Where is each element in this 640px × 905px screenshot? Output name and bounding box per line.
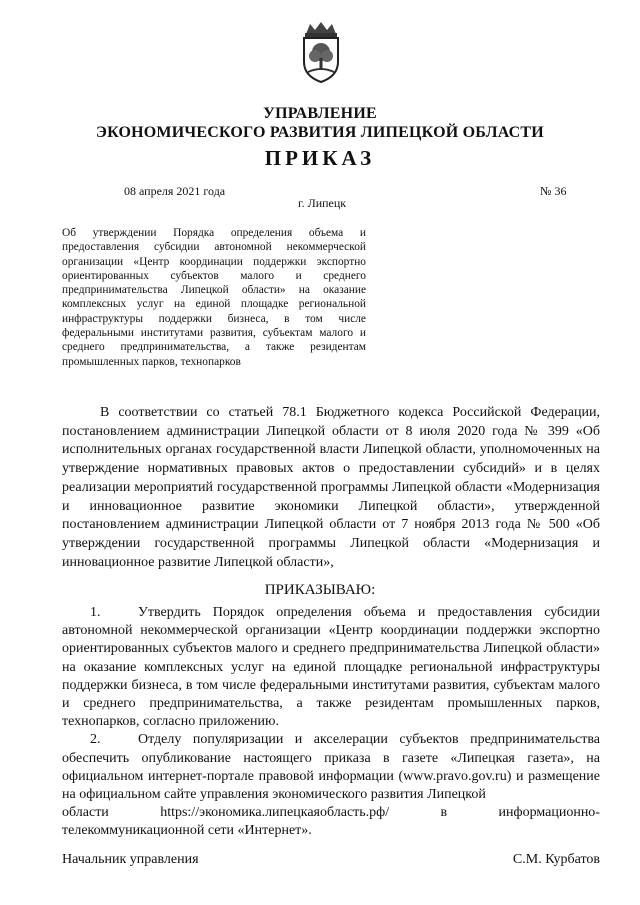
document-date: 08 апреля 2021 года bbox=[124, 184, 226, 198]
url-line-word: информационно- bbox=[498, 805, 600, 821]
signatory-position: Начальник управления bbox=[62, 852, 199, 867]
website-link[interactable]: https://экономика.липецкаяобласть.рф/ bbox=[160, 805, 390, 821]
order-items bbox=[62, 604, 600, 841]
document-city: г. Липецк bbox=[298, 196, 347, 210]
coat-of-arms-icon bbox=[296, 20, 346, 84]
item-text: Отделу популяризации и акселерации субъектов предпринимательства обеспечить опубликование настоящего приказа в газете «Липецкая газета», на официальном интернет-портале правовой информации (www.pravo.gov.ru) и размещение на официальном сайте управления экономического развития Липецкой bbox=[62, 732, 600, 803]
order-item bbox=[62, 731, 600, 804]
document-subject: Об утверждении Порядка определения объема и предоставления субсидии автономной некоммерческой организации «Центр координации поддержки экспортно ориентированных субъектов малого и среднего предпринимательства Липецкой области» на оказание комплексных услуг на единой площадке региональной инфраструктуры поддержки бизнеса, в том числе федеральными институтами развития, субъектам малого и среднего предпринимательства, а также резидентам промышленных парков, технопарков bbox=[62, 227, 366, 368]
signatory-name: С.М. Курбатов bbox=[512, 852, 600, 867]
item-text: Утвердить Порядок определения объема и предоставления субсидии автономной некоммерческой организации «Центр координации поддержки экспортно ориентированных субъектов малого и среднего предпринимательства Липецкой области» на оказание комплексных услуг на единой площадке региональной инфраструктуры поддержки бизнеса, в том числе федеральными институтами развития, субъектам малого и среднего предпринимательства, а также резидентам промышленных парков, технопарков, согласно приложению. bbox=[62, 605, 600, 730]
item-number: 2. bbox=[90, 732, 101, 748]
item-number: 1. bbox=[90, 605, 101, 620]
document-type: ПРИКАЗ bbox=[264, 146, 376, 170]
organization-name-line1: УПРАВЛЕНИЕ bbox=[263, 105, 377, 122]
order-word: ПРИКАЗЫВАЮ: bbox=[264, 582, 376, 598]
preamble-text: В соответствии со статьей 78.1 Бюджетного кодекса Российской Федерации, постановлением администрации Липецкой области от 8 июля 2020 года № 399 «Об исполнительных органах государственной власти Липецкой области, уполномоченных на утверждение нормативных правовых актов о предоставлении субсидий» и в целях реализации мероприятий государственной программы Липецкой области «Модернизация и инновационное развитие экономики Липецкой области», утвержденной постановлением администрации Липецкой области от 7 ноября 2013 года № 500 «Об утверждении государственной программы Липецкой области «Модернизация и инновационное развитие Липецкой области», bbox=[62, 405, 600, 570]
organization-name-line2: ЭКОНОМИЧЕСКОГО РАЗВИТИЯ ЛИПЕЦКОЙ ОБЛАСТИ bbox=[96, 124, 544, 141]
item-url-line bbox=[62, 804, 600, 822]
item-text-tail: телекоммуникационной сети «Интернет». bbox=[62, 823, 312, 839]
preamble bbox=[62, 404, 600, 572]
url-line-word: в bbox=[440, 805, 448, 821]
document-number: № 36 bbox=[540, 184, 567, 198]
url-line-word: области bbox=[62, 805, 109, 821]
order-item bbox=[62, 604, 600, 731]
